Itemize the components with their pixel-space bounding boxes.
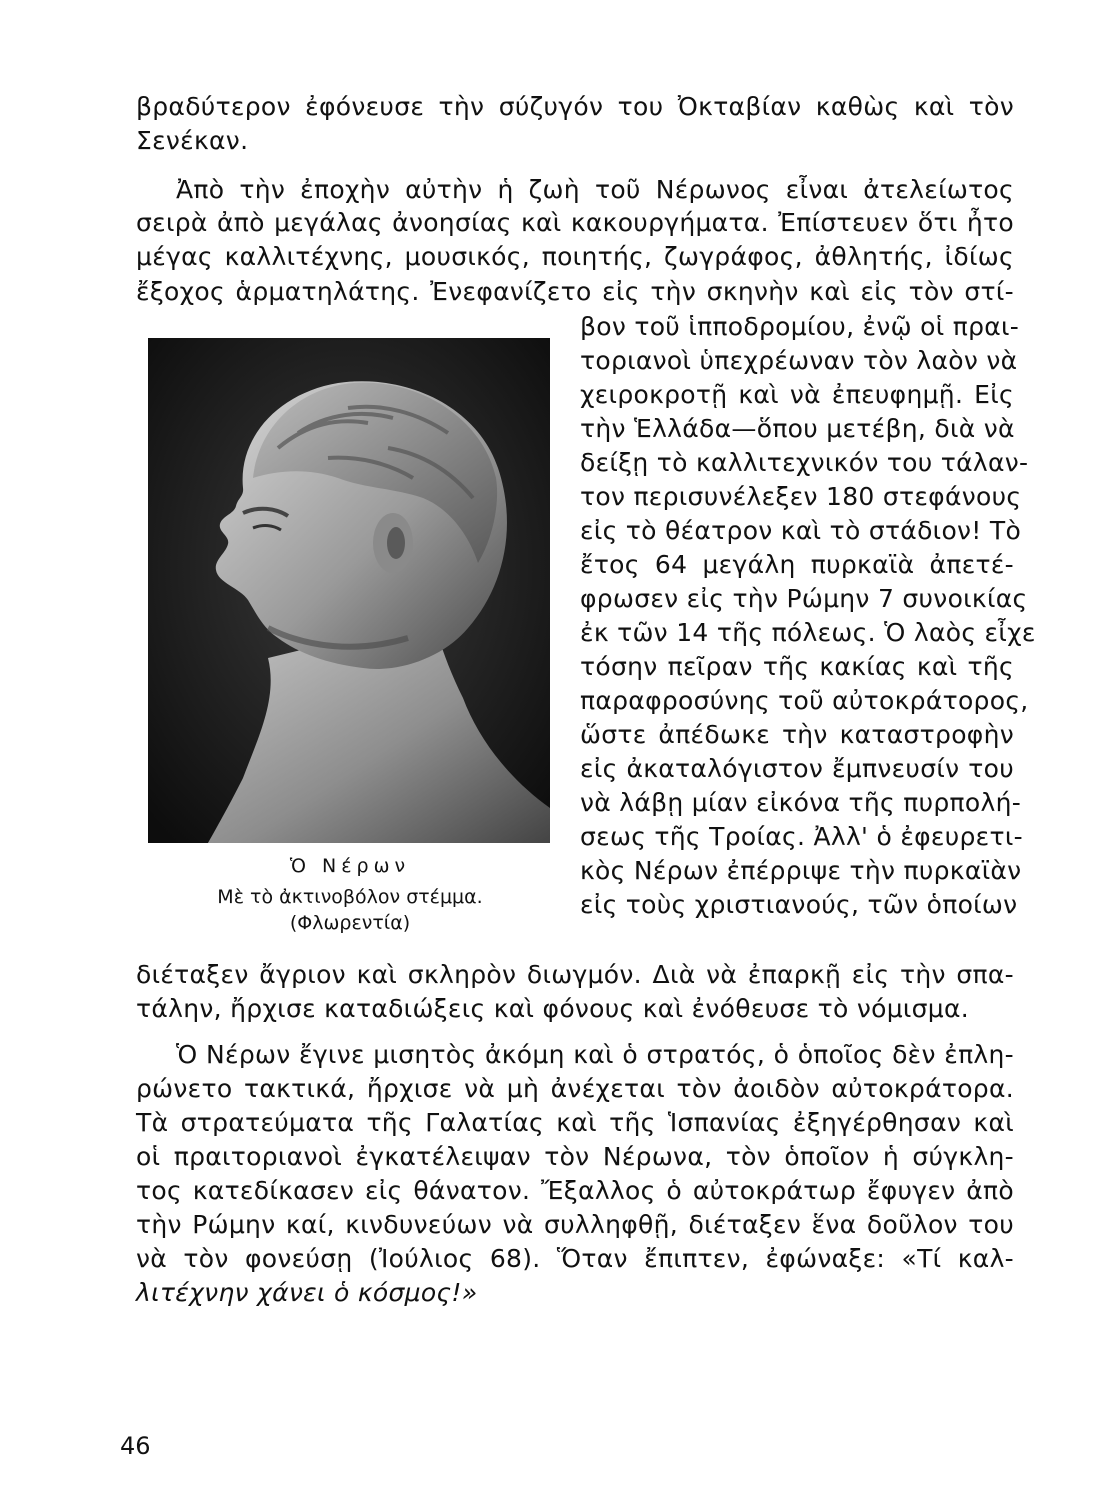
nero-portrait-image bbox=[148, 338, 550, 843]
text-line: νὰ λάβῃ μίαν εἰκόνα τῆς πυρπολή- bbox=[580, 788, 1022, 817]
text-line: τάλην, ἤρχισε καταδιώξεις καὶ φόνους καὶ ἐνόθευσε τὸ νόμισμα. bbox=[136, 994, 970, 1023]
text-line: βον τοῦ ἱπποδρομίου, ἐνῷ οἱ πραι- bbox=[580, 312, 1020, 341]
figure-caption-description: Μὲ τὸ ἀκτινοβόλον στέμμα. bbox=[217, 886, 483, 908]
text-line: τόσην πεῖραν τῆς κακίας καὶ τῆς bbox=[580, 652, 1014, 681]
text-line: σεως τῆς Τροίας. Ἀλλ' ὁ ἐφευρετι- bbox=[580, 822, 1023, 851]
text-line: χειροκροτῇ καὶ νὰ ἐπευφημῇ. Εἰς bbox=[580, 380, 1014, 409]
text-line: τοριανοὶ ὑπεχρέωναν τὸν λαὸν νὰ bbox=[580, 346, 1018, 375]
figure-caption-location: (Φλωρεντία) bbox=[289, 912, 411, 934]
text-line: τον περισυνέλεξεν 180 στεφάνους bbox=[580, 482, 1022, 511]
text-line: Σενέκαν. bbox=[136, 126, 249, 155]
text-line: εἰς τὸ θέατρον καὶ τὸ στάδιον! Τὸ bbox=[580, 516, 1022, 545]
text-line: τὴν Ρώμην καί, κινδυνεύων νὰ συλληφθῇ, διέταξεν ἕνα δοῦλον του bbox=[136, 1210, 1014, 1239]
page-number: 46 bbox=[120, 1432, 151, 1460]
text-line: μέγας καλλιτέχνης, μουσικός, ποιητής, ζωγράφος, ἀθλητής, ἰδίως bbox=[136, 242, 1014, 271]
text-line-quote: λιτέχνην χάνει ὁ κόσμος!» bbox=[136, 1278, 478, 1307]
text-line: δείξῃ τὸ καλλιτεχνικόν του τάλαν- bbox=[580, 448, 1029, 477]
text-line: νὰ τὸν φονεύσῃ (Ἰούλιος 68). Ὅταν ἔπιπτεν, ἐφώναξε: «Τί καλ- bbox=[136, 1244, 1014, 1273]
text-line: οἱ πραιτοριανοὶ ἐγκατέλειψαν τὸν Νέρωνα, τὸν ὁποῖον ἡ σύγκλη- bbox=[136, 1142, 1014, 1171]
text-line: τὴν Ἑλλάδα—ὅπου μετέβη, διὰ νὰ bbox=[580, 414, 1015, 443]
text-line: βραδύτερον ἐφόνευσε τὴν σύζυγόν του Ὀκταβίαν καθὼς καὶ τὸν bbox=[136, 92, 1014, 121]
text-line: ἔξοχος ἁρματηλάτης. Ἐνεφανίζετο εἰς τὴν σκηνὴν καὶ εἰς τὸν στί- bbox=[136, 277, 1014, 306]
text-line: ὥστε ἀπέδωκε τὴν καταστροφὴν bbox=[580, 720, 1014, 749]
text-line: εἰς ἀκαταλόγιστον ἔμπνευσίν του bbox=[580, 754, 1014, 783]
text-line: παραφροσύνης τοῦ αὐτοκράτορος, bbox=[580, 686, 1029, 715]
nero-bust-illustration bbox=[148, 338, 550, 843]
text-line: φρωσεν εἰς τὴν Ρώμην 7 συνοικίας bbox=[580, 584, 1028, 613]
text-line: ἐκ τῶν 14 τῆς πόλεως. Ὁ λαὸς εἶχε bbox=[580, 618, 1036, 647]
text-line: Τὰ στρατεύματα τῆς Γαλατίας καὶ τῆς Ἱσπανίας ἐξηγέρθησαν καὶ bbox=[136, 1108, 1014, 1137]
text-line: κὸς Νέρων ἐπέρριψε τὴν πυρκαϊὰν bbox=[580, 856, 1022, 885]
figure-caption-title: Ὁ Νέρων bbox=[289, 855, 411, 877]
text-line: σειρὰ ἀπὸ μεγάλας ἀνοησίας καὶ κακουργήματα. Ἐπίστευεν ὅτι ἦτο bbox=[136, 208, 1014, 237]
text-line: διέταξεν ἄγριον καὶ σκληρὸν διωγμόν. Διὰ νὰ ἐπαρκῇ εἰς τὴν σπα- bbox=[136, 960, 1014, 989]
text-line: Ὁ Νέρων ἔγινε μισητὸς ἀκόμη καὶ ὁ στρατός, ὁ ὁποῖος δὲν ἐπλη- bbox=[176, 1040, 1014, 1069]
text-line: ἔτος 64 μεγάλη πυρκαϊὰ ἀπετέ- bbox=[580, 550, 1014, 579]
text-line: τος κατεδίκασεν εἰς θάνατον. Ἔξαλλος ὁ αὐτοκράτωρ ἔφυγεν ἀπὸ bbox=[136, 1176, 1014, 1205]
text-line: εἰς τοὺς χριστιανούς, τῶν ὁποίων bbox=[580, 890, 1018, 919]
text-line: ρώνετο τακτικά, ἤρχισε νὰ μὴ ἀνέχεται τὸν ἀοιδὸν αὐτοκράτορα. bbox=[136, 1074, 1014, 1103]
text-line: Ἀπὸ τὴν ἐποχὴν αὐτὴν ἡ ζωὴ τοῦ Νέρωνος εἶναι ἀτελείωτος bbox=[176, 175, 1014, 204]
